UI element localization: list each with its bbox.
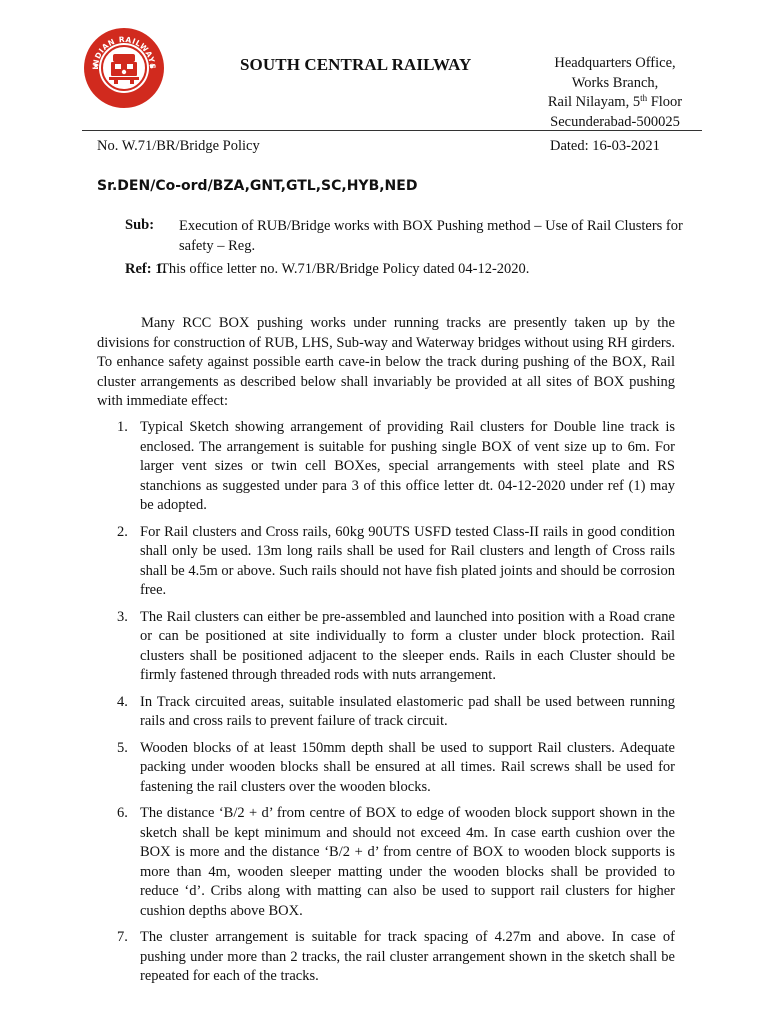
list-item	[97, 928, 675, 987]
list-item	[97, 523, 675, 601]
list-item	[97, 739, 675, 798]
svg-text:INDIAN RAILWAYS: INDIAN RAILWAYS	[90, 34, 158, 70]
hq-line: Headquarters Office,	[554, 55, 676, 71]
list-item-text: The Rail clusters can either be pre-assembled and launched into position with a Road crane or can be positioned at site individually to form a cluster under block protection. Rail clusters shall be positioned adjacent to the sleeper ends. Rails in each Cluster should be firmly fastened through threaded rods with nuts arrangement.	[140, 608, 675, 683]
list-item-number: 7.	[117, 929, 128, 945]
list-item	[97, 693, 675, 732]
subject-label: Sub:	[125, 217, 155, 233]
hq-line-part: Floor	[647, 94, 683, 110]
list-item-text: In Track circuited areas, suitable insulated elastomeric pad shall be used between running rails and cross rails to prevent failure of track circuit.	[140, 693, 675, 729]
list-item	[97, 608, 675, 686]
list-item-number: 6.	[117, 805, 128, 821]
instruction-list	[97, 418, 675, 994]
list-item-text: For Rail clusters and Cross rails, 60kg 90UTS USFD tested Class-II rails in good condition shall only be used. 13m long rails shall be used for Rail clusters and length of Cross rails shall be 4.5m or above. Such rails should not have fish plated joints and should be corrosion free.	[140, 523, 675, 598]
list-item	[97, 804, 675, 921]
letter-date: Dated: 16-03-2021	[550, 138, 660, 154]
list-item-number: 4.	[117, 693, 128, 710]
hq-line-part: Rail Nilayam, 5	[547, 94, 641, 110]
reference-text: This office letter no. W.71/BR/Bridge Policy dated 04-12-2020.	[160, 261, 530, 277]
list-item-number: 2.	[117, 523, 128, 540]
subject-text: Execution of RUB/Bridge works with BOX Pushing method – Use of Rail Clusters for safety – Reg.	[179, 218, 683, 254]
list-item-number: 1.	[117, 419, 128, 435]
letter-reference-number: No. W.71/BR/Bridge Policy	[97, 138, 260, 154]
header-divider	[82, 130, 702, 131]
list-item-text: Wooden blocks of at least 150mm depth shall be used to support Rail clusters. Adequate packing under wooden blocks shall be ensured at all times. Rail screws shall be used for fastening the rail clusters over the wooden blocks.	[140, 739, 675, 795]
indian-railways-emblem-icon	[82, 26, 166, 110]
list-item-number: 3.	[117, 608, 128, 625]
list-item-number: 5.	[117, 739, 128, 756]
list-item-text: The distance ‘B/2 + d’ from centre of BOX to edge of wooden block support shown in the sketch shall be kept minimum and should not exceed 4m. In case earth cushion over the BOX is more and the distance ‘B/2 + d’ from centre of BOX to wooden block supports is more than 4m, wooden sleeper matting under the wooden blocks shall be provided to reduce ‘d’. Cribs along with matting can also be used to support rail clusters for higher cushion depths above BOX.	[140, 805, 675, 919]
list-item-text: Typical Sketch showing arrangement of providing Rail clusters for Double line track is enclosed. The arrangement is suitable for pushing single BOX of vent size up to 6m. For larger vent sizes or twin cell BOXes, special arrangements with steel plate and RS stanchions as suggested under para 3 of this office letter dt. 04-12-2020 under ref (1) may be adopted.	[140, 419, 675, 513]
headquarters-address	[520, 54, 710, 132]
hq-line: Works Branch,	[571, 74, 659, 91]
hq-line	[520, 93, 710, 113]
reference-label: Ref: 1.	[125, 261, 167, 277]
addressee: Sr.DEN/Co-ord/BZA,GNT,GTL,SC,HYB,NED	[97, 178, 418, 194]
list-item	[97, 418, 675, 516]
organization-title: SOUTH CENTRAL RAILWAY	[240, 55, 472, 74]
body-paragraph: Many RCC BOX pushing works under running tracks are presently taken up by the divisions for construction of RUB, LHS, Sub-way and Waterway bridges without using RH girders. To enhance safety against possible earth cave-in below the track during pushing of the BOX, Rail cluster arrangements as described below shall invariably be provided at all sites of BOX pushing with immediate effect:	[97, 315, 675, 409]
list-item-text: The cluster arrangement is suitable for track spacing of 4.27m and above. In case of pushing under more than 2 tracks, the rail cluster arrangement shown in the sketch shall be repeated for each of the tracks.	[140, 929, 675, 984]
hq-line: Secunderabad-500025	[550, 113, 680, 130]
hq-superscript: th	[640, 93, 648, 103]
